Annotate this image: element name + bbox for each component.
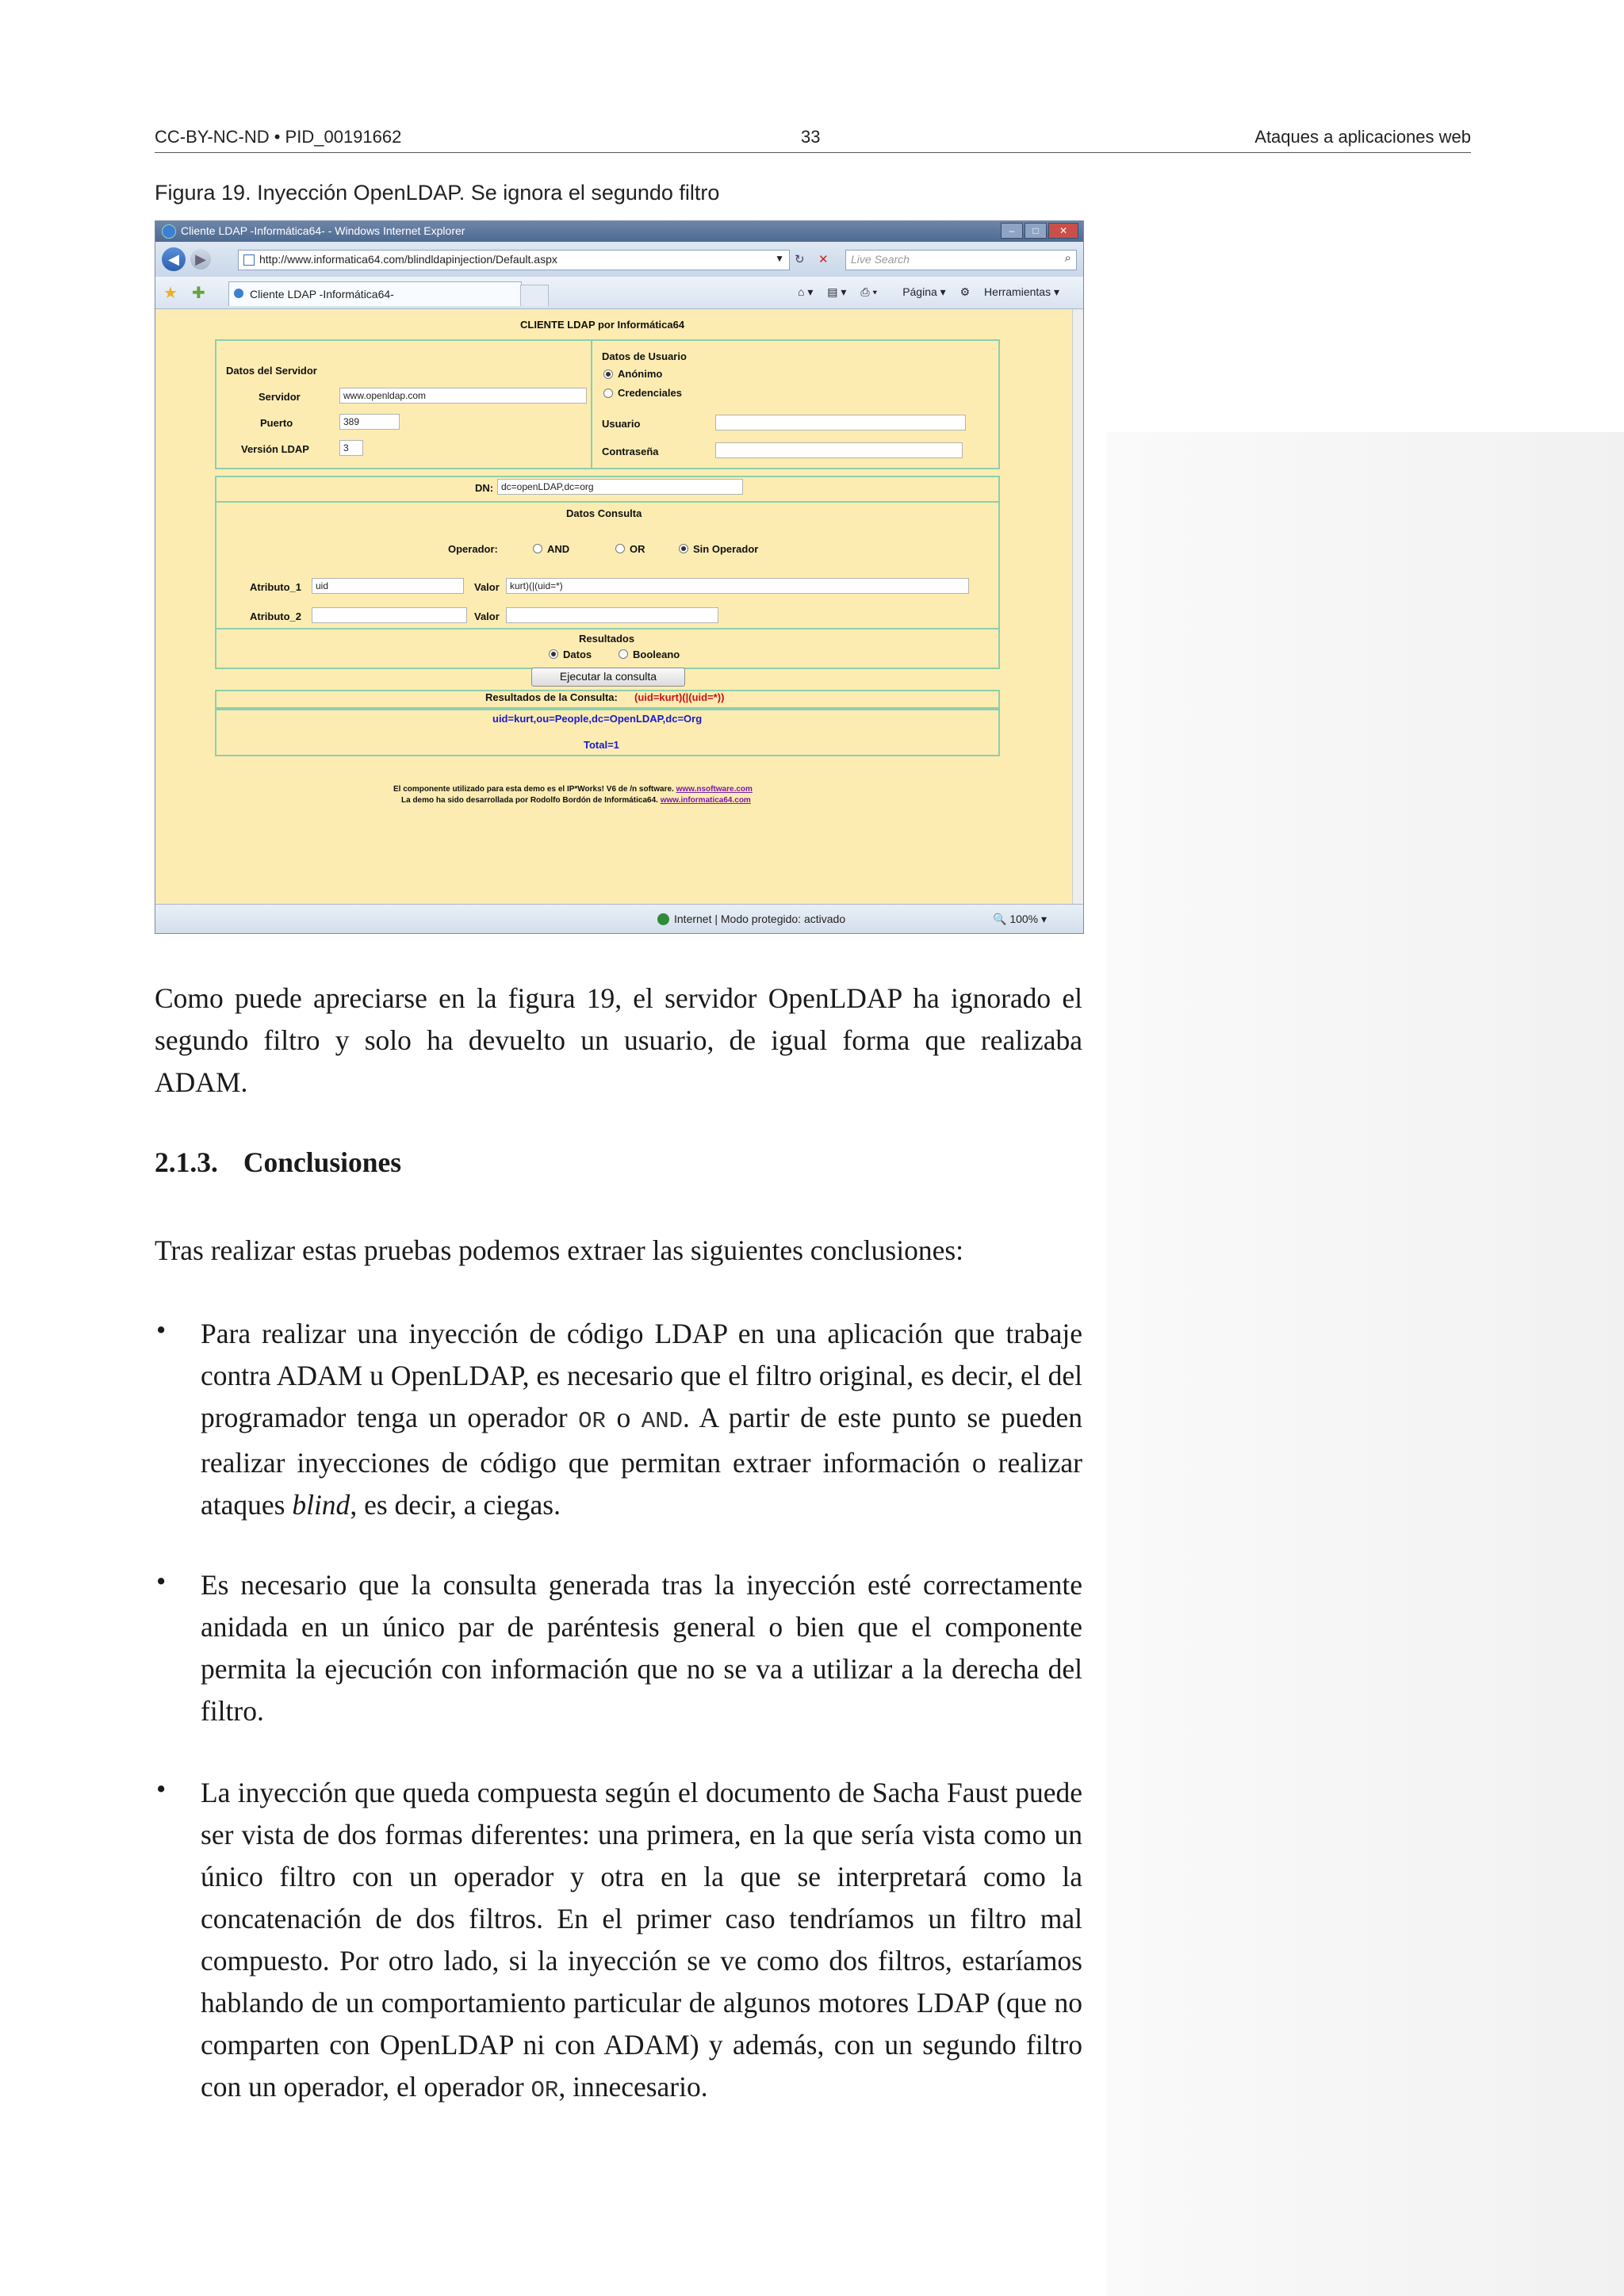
window-title: Cliente LDAP -Informática64- - Windows Internet Explorer — [181, 224, 465, 237]
server-section-title: Datos del Servidor — [226, 365, 317, 377]
search-icon[interactable]: ⌕ — [1064, 251, 1071, 265]
browser-screenshot — [155, 220, 1084, 934]
status-bar — [155, 904, 1083, 934]
search-input[interactable] — [845, 250, 1077, 270]
credenciales-label: Credenciales — [618, 387, 682, 399]
tab-label: Cliente LDAP -Informática64- — [250, 288, 394, 300]
operador-label: Operador: — [448, 543, 498, 555]
query-section-title: Datos Consulta — [566, 507, 642, 519]
atributo2-label: Atributo_2 — [250, 610, 301, 622]
version-input[interactable]: 3 — [339, 440, 363, 456]
query-result-value: (uid=kurt)(|(uid=*)) — [634, 691, 725, 703]
booleano-radio[interactable] — [619, 649, 628, 659]
atributo1-label: Atributo_1 — [250, 581, 301, 593]
anonimo-label: Anónimo — [618, 368, 663, 380]
usuario-label: Usuario — [602, 418, 641, 430]
vertical-scrollbar[interactable] — [1072, 309, 1084, 904]
valor2-label: Valor — [474, 610, 500, 622]
page-menu-label: Página — [902, 285, 937, 298]
header-license: CC-BY-NC-ND • PID_00191662 — [155, 127, 402, 147]
print-icon[interactable]: ⎙ ▾ — [860, 285, 878, 298]
query-result-label: Resultados de la Consulta: — [485, 691, 618, 703]
status-zone: Internet | Modo protegido: activado — [674, 913, 846, 925]
results-section-title: Resultados — [579, 633, 635, 645]
favorites-bar — [155, 277, 1083, 309]
zoom-level: 100% — [1009, 913, 1039, 925]
sin-operador-label: Sin Operador — [693, 543, 759, 555]
ejecutar-consulta-button[interactable]: Ejecutar la consulta — [531, 668, 685, 687]
globe-icon — [657, 913, 669, 925]
bullet-3-text-a: La inyección que queda compuesta según el documento de Sacha Faust puede ser vista de dos formas diferentes: una primera, en la que sería vista como un único filtro con un operador y otra en la que se interpretará como la concatenación de dos filtros. En el primer caso tendríamos un filtro mal compuesto. Por otro lado, si la inyección se ve como dos filtros, estaríamos hablando de un comportamiento particular de algunos motores LDAP (que no comparten con OpenLDAP ni con ADAM) y además, con un segundo filtro con un operador, el operador — [201, 1777, 1082, 2103]
page-icon — [243, 254, 255, 266]
figure-caption: Figura 19. Inyección OpenLDAP. Se ignora el segundo filtro — [155, 181, 720, 205]
add-favorites-icon[interactable]: ✚ — [192, 285, 205, 302]
result-total: Total=1 — [584, 739, 619, 751]
feeds-icon[interactable]: ▤ ▾ — [827, 285, 847, 298]
and-label: AND — [547, 543, 570, 555]
footer-line2 — [401, 796, 751, 805]
usuario-input[interactable] — [715, 415, 966, 430]
anonimo-radio[interactable] — [603, 369, 613, 379]
close-icon[interactable]: ✕ — [1048, 223, 1078, 239]
bullet-3 — [201, 1772, 1082, 2111]
bullet-1-or: OR — [578, 1408, 606, 1434]
section-title: Conclusiones — [243, 1146, 402, 1178]
bullet-1-text-c: , es decir, a ciegas. — [350, 1489, 561, 1521]
sin-operador-radio[interactable] — [679, 544, 688, 553]
navigation-bar — [155, 242, 1083, 277]
booleano-label: Booleano — [633, 649, 680, 660]
favorites-star-icon[interactable]: ★ — [163, 285, 178, 302]
paragraph-2: Tras realizar estas pruebas podemos extraer las siguientes conclusiones: — [155, 1234, 964, 1266]
maximize-icon[interactable]: □ — [1025, 223, 1047, 239]
bullet-1-text-b: . A partir de este punto se pueden realizar inyecciones de código que permitan extraer información o realizar ataques — [201, 1402, 1083, 1521]
bullet-dot-3: • — [156, 1774, 167, 1804]
puerto-input[interactable]: 389 — [339, 414, 400, 430]
dn-input[interactable]: dc=openLDAP,dc=org — [497, 479, 743, 495]
paragraph-1: Como puede apreciarse en la figura 19, el servidor OpenLDAP ha ignorado el segundo filtro y solo ha devuelto un usuario, de igual forma que realizaba ADAM. — [155, 982, 1082, 1098]
footer-line1 — [393, 785, 753, 794]
bullet-1-o: o — [605, 1402, 642, 1433]
page-title: CLIENTE LDAP por Informática64 — [520, 319, 685, 331]
bullet-3-text-b: , innecesario. — [558, 2071, 708, 2103]
forward-button[interactable]: ▶ — [190, 249, 211, 270]
bullet-1 — [201, 1313, 1082, 1526]
and-radio[interactable] — [533, 544, 542, 553]
tab-ie-icon — [234, 289, 243, 298]
window-titlebar — [155, 221, 1083, 242]
search-placeholder: Live Search — [851, 253, 910, 266]
contrasena-input[interactable] — [715, 442, 963, 458]
ie-logo-icon — [162, 224, 176, 239]
bullet-2: Es necesario que la consulta generada tras la inyección esté correctamente anidada en un único par de paréntesis general o bien que el componente permita la ejecución con información que no se va a utilizar a la derecha del filtro. — [201, 1569, 1082, 1727]
header-page-number: 33 — [801, 127, 821, 147]
datos-radio[interactable] — [549, 649, 558, 659]
stop-icon[interactable]: ✕ — [818, 253, 829, 266]
dn-label: DN: — [475, 482, 494, 494]
version-label: Versión LDAP — [241, 443, 309, 455]
footer-line2-text: La demo ha sido desarrollada por Rodolfo Bordón de Informática64. — [401, 796, 658, 805]
valor1-label: Valor — [474, 581, 500, 593]
back-button[interactable]: ◀ — [162, 247, 186, 271]
or-radio[interactable] — [615, 544, 625, 553]
minimize-icon[interactable]: – — [1001, 223, 1023, 239]
contrasena-label: Contraseña — [602, 446, 659, 457]
page-edge-shadow — [1106, 432, 1624, 2296]
or-label: OR — [630, 543, 645, 555]
tools-menu[interactable]: ⚙ Herramientas ▾ — [959, 285, 1059, 298]
page-menu[interactable]: Página ▾ — [902, 285, 946, 298]
url-text: http://www.informatica64.com/blindldapinjection/Default.aspx — [259, 253, 557, 266]
result-dn: uid=kurt,ou=People,dc=OpenLDAP,dc=Org — [492, 713, 703, 725]
datos-label: Datos — [563, 649, 592, 660]
bullet-dot-2: • — [156, 1566, 167, 1597]
atributo1-input[interactable]: uid — [312, 578, 464, 594]
informatica64-link[interactable]: www.informatica64.com — [660, 796, 751, 805]
nsoftware-link[interactable]: www.nsoftware.com — [676, 785, 753, 794]
credenciales-radio[interactable] — [603, 388, 613, 398]
refresh-icon[interactable]: ↻ — [795, 253, 805, 266]
new-tab-button[interactable] — [520, 285, 549, 306]
valor2-input[interactable] — [506, 607, 718, 623]
puerto-label: Puerto — [260, 417, 293, 429]
section-heading — [155, 1146, 401, 1179]
bullet-1-text-a: Para realizar una inyección de código LDAP en una aplicación que trabaje contra ADAM u OpenLDAP, es necesario que el filtro original, es decir, el del programador tenga un operador — [201, 1318, 1082, 1433]
user-section-title: Datos de Usuario — [602, 350, 687, 362]
bullet-3-or: OR — [530, 2077, 559, 2103]
header-rule — [155, 152, 1471, 153]
valor1-input[interactable]: kurt)(|(uid=*) — [506, 578, 969, 594]
tools-menu-label: Herramientas — [984, 285, 1051, 298]
servidor-label: Servidor — [259, 391, 301, 403]
section-number: 2.1.3. — [155, 1146, 218, 1178]
atributo2-input[interactable] — [312, 607, 467, 623]
footer-line1-text: El componente utilizado para esta demo es el IP*Works! V6 de /n software. — [393, 785, 674, 794]
bullet-dot-1: • — [156, 1314, 167, 1345]
page-content — [155, 309, 1083, 904]
address-bar[interactable] — [238, 250, 790, 270]
bullet-1-and: AND — [641, 1408, 684, 1434]
bullet-1-blind: blind — [292, 1489, 350, 1521]
browser-tab[interactable] — [228, 281, 522, 306]
zoom-control[interactable]: 🔍 100% ▾ — [993, 913, 1048, 925]
servidor-input[interactable]: www.openldap.com — [339, 388, 587, 404]
address-dropdown-icon[interactable]: ▼ — [775, 253, 784, 264]
home-icon[interactable]: ⌂ ▾ — [798, 285, 814, 298]
header-title: Ataques a aplicaciones web — [1254, 127, 1471, 147]
